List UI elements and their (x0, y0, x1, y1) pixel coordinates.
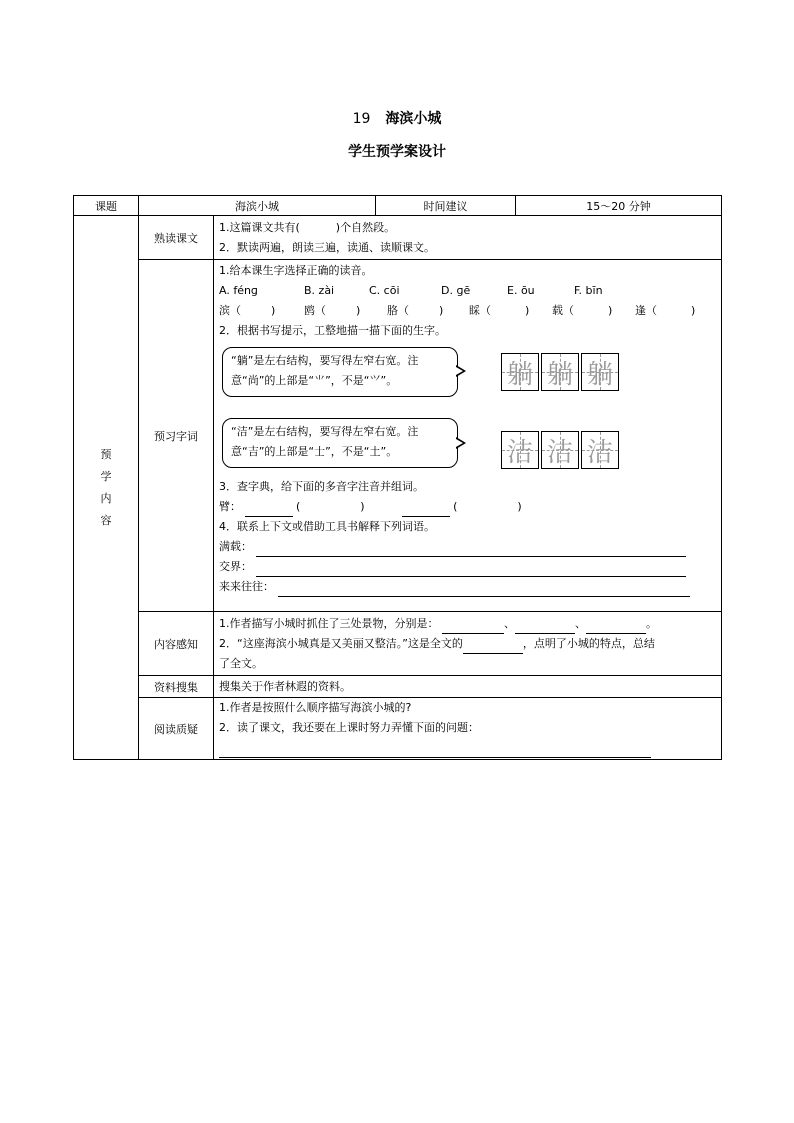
char-answer-label: 逢（ (635, 304, 657, 317)
content-q2-cont: 了全文。 (219, 656, 263, 670)
char-answer-close: ) (356, 304, 361, 317)
words-q1: 1.给本课生字选择正确的读音。 (219, 264, 373, 277)
pinyin-option: A. fénɡ (219, 284, 258, 297)
polyphone-char: 臂： (219, 500, 241, 513)
tip-text: “洁”是左右结构，要写得左窄右宽。注 (231, 425, 419, 438)
words-cell (214, 260, 722, 612)
pinyin-option: B. zài (304, 284, 335, 297)
char-answer-label: 鸥（ (304, 304, 326, 317)
read-q2: 2．默读两遍，朗读三遍，读通、读顺课文。 (219, 240, 435, 254)
time-label: 时间建议 (376, 196, 516, 216)
trace-char: 躺 (586, 359, 613, 390)
section-char: 容 (100, 513, 112, 527)
section-label-cell (74, 216, 139, 760)
read-cell (214, 216, 722, 260)
answer-blank[interactable] (515, 619, 575, 634)
trace-char: 躺 (546, 359, 573, 390)
words-q3: 3．查字典，给下面的多音字注音并组词。 (219, 480, 424, 493)
paren: ( (453, 500, 458, 513)
tianzige-cell (581, 353, 619, 391)
paren: ) (360, 500, 365, 513)
section-char: 预 (100, 447, 112, 461)
answer-blank[interactable] (402, 502, 450, 517)
writing-tip-1 (214, 341, 721, 401)
trace-char: 躺 (506, 359, 533, 390)
paren: ) (517, 500, 522, 513)
char-answer-close: ) (271, 304, 276, 317)
tip-text: 意“尚”的上部是“⺌”，不是“⺍”。 (231, 374, 398, 387)
tianzige-cell (541, 431, 579, 469)
content-q1 (214, 614, 721, 634)
section-label (74, 444, 138, 532)
char-answer-label: 胳（ (387, 304, 409, 317)
answer-line[interactable] (219, 753, 651, 758)
answer-blank[interactable] (442, 619, 504, 634)
preview-worksheet-table (73, 195, 722, 760)
question-label: 阅读质疑 (139, 698, 214, 760)
answer-blank[interactable] (245, 502, 293, 517)
period: 。 (646, 616, 657, 630)
question-answer (214, 738, 721, 758)
speech-bubble (222, 418, 458, 468)
section-char: 内 (100, 491, 112, 505)
content-q2 (214, 634, 721, 654)
char-answer-label: 睬（ (469, 304, 491, 317)
speech-bubble (222, 347, 458, 397)
char-answer (387, 301, 443, 321)
bubble-tail-inner (456, 367, 463, 375)
separator: 、 (575, 616, 586, 630)
answer-line[interactable] (256, 542, 686, 557)
section-char: 学 (100, 469, 112, 483)
char-answer (469, 301, 529, 321)
answer-blank[interactable] (463, 639, 523, 654)
read-q1-text: 1.这篇课文共有( (219, 220, 300, 234)
polyphone-row (214, 497, 721, 517)
question-q2: 2．读了课文，我还要在上课时努力弄懂下面的问题： (219, 721, 479, 734)
answer-blank[interactable] (586, 619, 646, 634)
char-answer-label: 滨（ (219, 304, 241, 317)
pinyin-options (214, 281, 721, 301)
content-label: 内容感知 (139, 612, 214, 676)
paren: ( (296, 500, 301, 513)
term-label: 来来往往： (219, 580, 274, 593)
char-answer-label: 载（ (552, 304, 574, 317)
trace-char: 洁 (506, 437, 533, 468)
separator: 、 (504, 616, 515, 630)
tip-text: “躺”是左右结构，要写得左窄右宽。注 (231, 354, 419, 367)
content-q2-text: 2．“这座海滨小城真是又美丽又整洁。”这是全文的 (219, 636, 463, 650)
trace-char: 洁 (546, 437, 573, 468)
content-q2-text-end: ，点明了小城的特点，总结 (522, 636, 655, 650)
tianzige-cell (581, 431, 619, 469)
bubble-tail-inner (456, 439, 463, 447)
char-answer-close: ) (608, 304, 613, 317)
char-answer-close: ) (439, 304, 444, 317)
char-answer (304, 301, 360, 321)
words-label: 预习字词 (139, 260, 214, 612)
char-answer (635, 301, 695, 321)
pinyin-option: C. cōi (369, 284, 400, 297)
content-cell (214, 612, 722, 676)
topic-label: 课题 (74, 196, 139, 216)
words-q2: 2．根据书写提示，工整地描一描下面的生字。 (219, 324, 446, 337)
words-q4: 4．联系上下文或借助工具书解释下列词语。 (219, 520, 435, 533)
term-row (214, 557, 721, 577)
read-q1 (214, 218, 721, 238)
pinyin-option: E. ōu (507, 284, 535, 297)
question-q1: 1.作者是按照什么顺序描写海滨小城的? (219, 701, 412, 714)
lesson-number: 19 (352, 111, 371, 127)
material-text: 搜集关于作者林遐的资料。 (219, 679, 351, 693)
char-answer-close: ) (691, 304, 696, 317)
tianzige-cell (501, 431, 539, 469)
char-answer (552, 301, 612, 321)
topic-value: 海滨小城 (139, 196, 376, 216)
term-label: 满载： (219, 540, 252, 553)
material-label: 资料搜集 (139, 676, 214, 698)
lesson-title (0, 108, 794, 128)
tianzige-cell (501, 353, 539, 391)
tracing-grid-2 (501, 431, 619, 469)
char-answer-row (214, 301, 721, 321)
writing-tip-2 (214, 401, 721, 477)
material-cell (214, 676, 722, 698)
answer-line[interactable] (278, 582, 690, 597)
term-label: 交界： (219, 560, 252, 573)
tianzige-cell (541, 353, 579, 391)
read-q1-text-end: )个自然段。 (335, 220, 396, 234)
term-row (214, 537, 721, 557)
time-value: 15～20 分钟 (516, 196, 722, 216)
pinyin-option: D. ɡē (441, 284, 471, 297)
content-q1-text: 1.作者描写小城时抓住了三处景物，分别是： (219, 616, 439, 630)
tracing-grid-1 (501, 353, 619, 391)
read-label: 熟读课文 (139, 216, 214, 260)
char-answer-close: ) (525, 304, 530, 317)
term-row (214, 577, 721, 597)
char-answer (219, 301, 275, 321)
answer-line[interactable] (256, 562, 686, 577)
question-cell (214, 698, 722, 760)
tip-text: 意“吉”的上部是“士”，不是“土”。 (231, 445, 398, 458)
trace-char: 洁 (586, 437, 613, 468)
worksheet-subtitle: 学生预学案设计 (348, 144, 446, 160)
pinyin-option: F. bīn (574, 284, 603, 297)
lesson-name: 海滨小城 (385, 111, 442, 127)
